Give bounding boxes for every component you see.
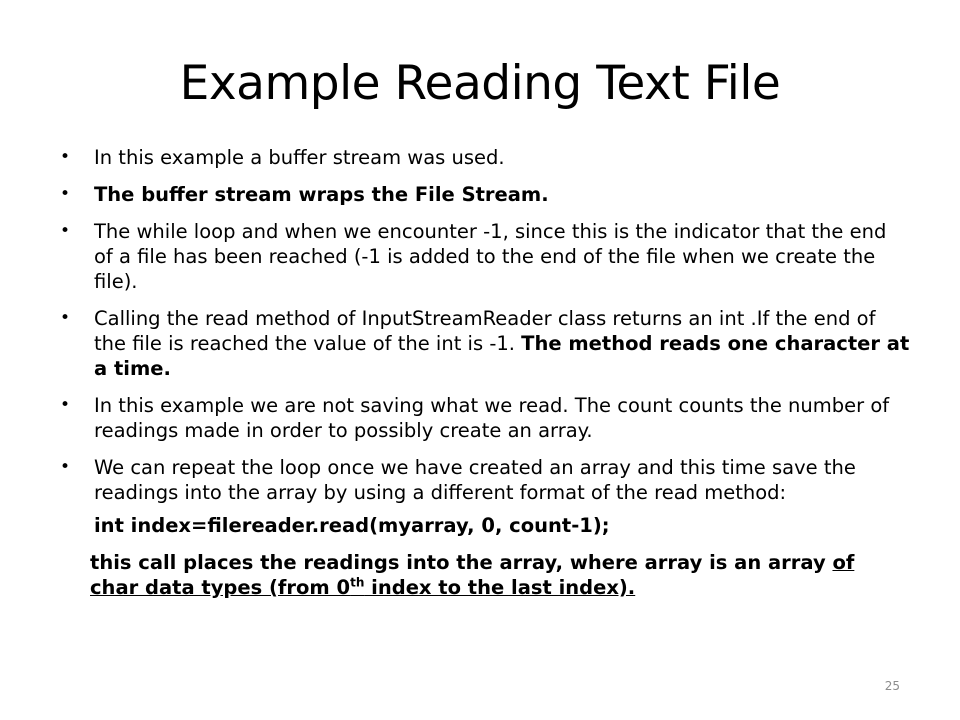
bullet-text: Calling the read method of InputStreamReader class returns an int .If the end of the file is reached the value of the int is -1. [94, 307, 876, 355]
bullet-item [60, 219, 910, 294]
bullet-item [60, 182, 910, 207]
explanation-note [60, 550, 910, 600]
bullet-text: In this example we are not saving what we read. The count counts the number of readings made in order to possibly create an array. [94, 394, 890, 442]
bullet-text: The buffer stream wraps the File Stream. [94, 183, 549, 206]
bullet-dot: • [60, 221, 71, 241]
bullet-text: In this example a buffer stream was used. [94, 146, 505, 169]
bullet-list [60, 145, 910, 505]
bullet-dot: • [60, 147, 71, 167]
slide-content [60, 145, 910, 612]
bullet-dot: • [60, 184, 71, 204]
slide-title: Example Reading Text File [179, 56, 781, 111]
note-underlined-part-1: of char data types (from 0 [90, 551, 855, 599]
bullet-dot: • [60, 308, 71, 328]
bullet-item [60, 306, 910, 381]
bullet-item [60, 393, 910, 443]
note-superscript: th [350, 575, 365, 590]
bullet-item [60, 455, 910, 505]
bullet-dot: • [60, 457, 71, 477]
bullet-text: The while loop and when we encounter -1, since this is the indicator that the end of a file has been reached (-1 is added to the end of the file when we create the file). [94, 220, 887, 293]
page-number: 25 [884, 679, 900, 693]
bullet-text: The method reads one character at a time. [94, 332, 910, 380]
note-underlined-part-2: index to the last index). [364, 576, 636, 599]
bullet-item [60, 145, 910, 170]
code-line: int index=filereader.read(myarray, 0, count-1); [94, 514, 610, 537]
note-plain-text: this call places the readings into the array, where array is an array [90, 551, 833, 574]
bullet-text: We can repeat the loop once we have created an array and this time save the readings into the array by using a different format of the read method: [94, 456, 856, 504]
bullet-dot: • [60, 395, 71, 415]
